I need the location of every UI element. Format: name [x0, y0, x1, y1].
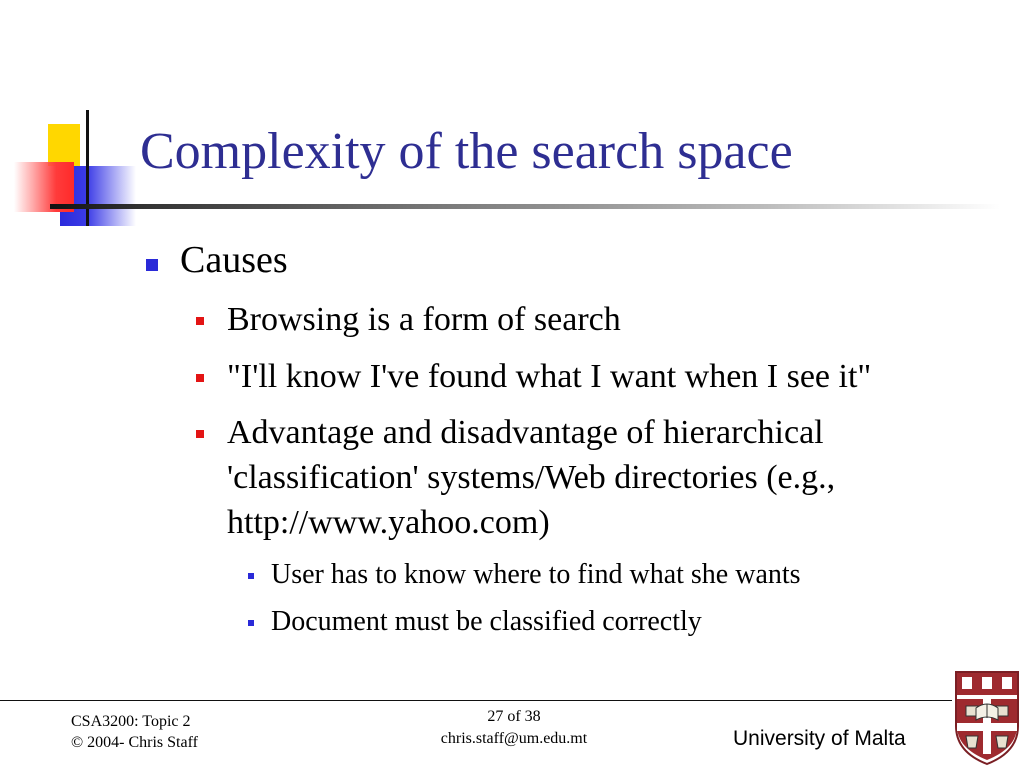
square-bullet-icon [248, 620, 254, 626]
sub-bullet-know-it [196, 354, 986, 399]
bullet-text: "I'll know I've found what I want when I see it" [227, 358, 872, 395]
bullet-text: Advantage and disadvantage of hierarchical 'classification' systems/Web directories (e.g., http://www.yahoo.com) [227, 414, 836, 541]
sub-sub-bullet-user [248, 558, 988, 592]
footer-center [380, 706, 648, 750]
slide-title: Complexity of the search space [140, 123, 793, 180]
footer-copyright: © 2004- Chris Staff [71, 734, 198, 751]
square-bullet-icon [196, 374, 204, 382]
bullet-text: Browsing is a form of search [227, 301, 621, 338]
sub-bullet-hierarchical [196, 410, 986, 545]
footer-email: chris.staff@um.edu.mt [440, 730, 588, 747]
footer-divider [0, 700, 956, 701]
footer-university: University of Malta [733, 727, 906, 750]
bullet-text: Causes [180, 239, 288, 281]
footer-left [71, 711, 198, 753]
square-bullet-icon [248, 573, 254, 579]
bullet-text: Document must be classified correctly [271, 606, 702, 637]
page-number: 27 of 38 [487, 708, 541, 725]
bullet-causes [146, 238, 288, 282]
bullet-text: User has to know where to find what she wants [271, 559, 801, 590]
sub-sub-bullet-document [248, 605, 988, 639]
square-bullet-icon [196, 430, 204, 438]
square-bullet-icon [146, 259, 158, 271]
sub-bullet-browsing [196, 297, 986, 342]
decor-yellow-square [48, 124, 80, 166]
footer-course: CSA3200: Topic 2 [71, 713, 191, 730]
title-underline [50, 204, 1000, 209]
university-crest-icon [952, 668, 1022, 766]
square-bullet-icon [196, 317, 204, 325]
